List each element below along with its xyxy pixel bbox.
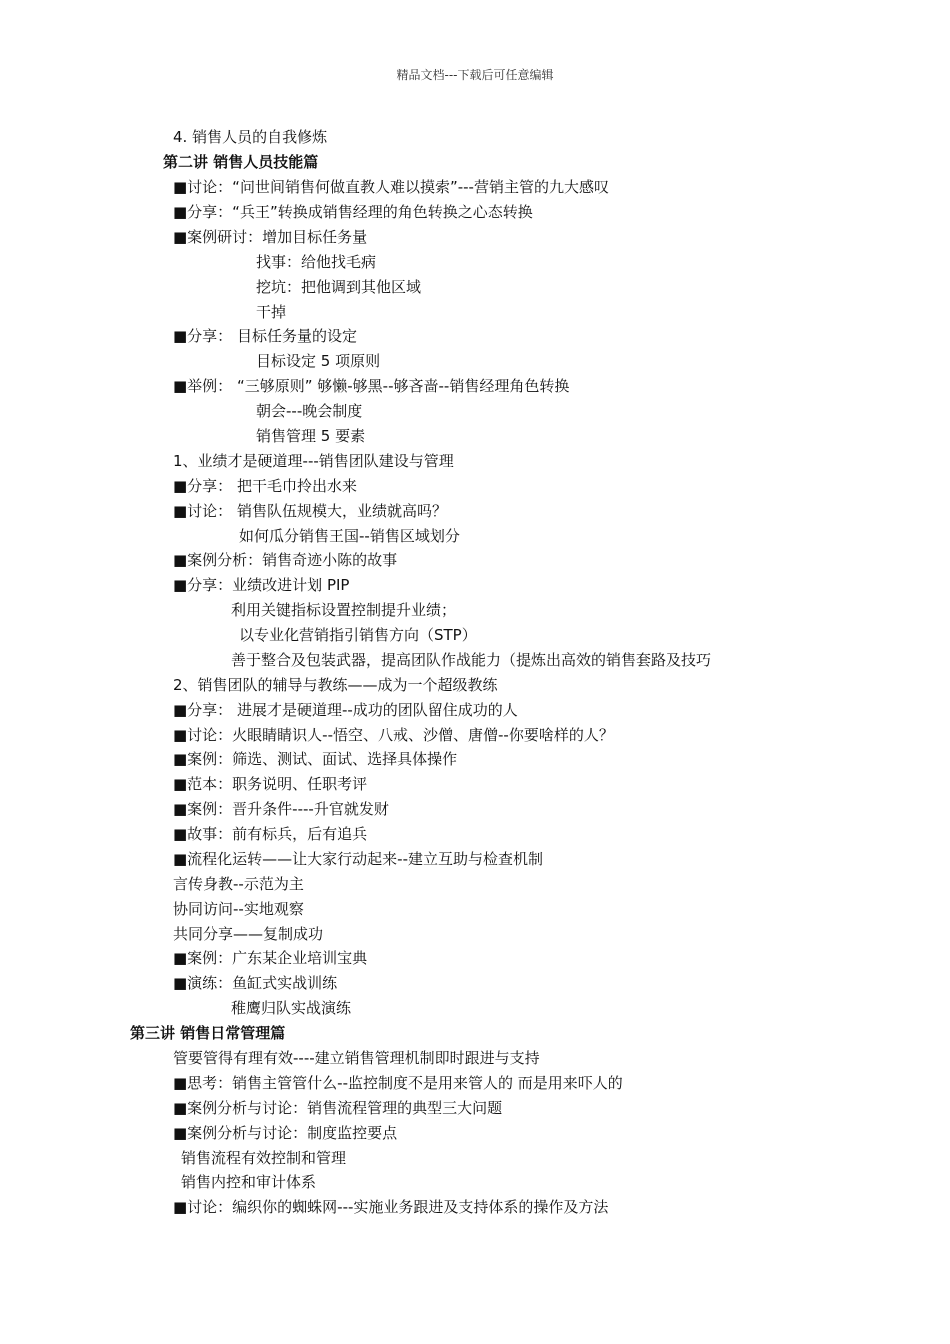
text-line: ■分享：“兵王”转换成销售经理的角色转换之心态转换 (173, 203, 533, 221)
text-line: ■案例分析：销售奇迹小陈的故事 (173, 551, 398, 569)
text-line: ■举例： “三够原则” 够懒-够黑--够吝啬--销售经理角色转换 (173, 377, 570, 395)
text-line: 言传身教--示范为主 (173, 875, 304, 893)
text-line: ■演练：鱼缸式实战训练 (173, 974, 338, 992)
text-line: ■思考：销售主管管什么--监控制度不是用来管人的 而是用来吓人的 (173, 1074, 623, 1092)
text-line: ■案例分析与讨论：销售流程管理的典型三大问题 (173, 1099, 503, 1117)
text-line: ■案例分析与讨论：制度监控要点 (173, 1124, 398, 1142)
text-line: 干掉 (256, 303, 287, 321)
text-line: 如何瓜分销售王国--销售区域划分 (239, 527, 460, 545)
page-header: 精品文档---下载后可任意编辑 (396, 68, 554, 82)
text-line: 4. 销售人员的自我修炼 (173, 128, 328, 146)
text-line: ■分享：业绩改进计划 PIP (173, 576, 350, 594)
text-line: 协同访问--实地观察 (173, 900, 304, 918)
text-line: 2、销售团队的辅导与教练——成为一个超级教练 (173, 676, 498, 694)
text-line: 目标设定 5 项原则 (256, 352, 381, 370)
text-line: 朝会---晚会制度 (256, 402, 363, 420)
text-line: ■流程化运转——让大家行动起来--建立互助与检查机制 (173, 850, 543, 868)
text-line: ■故事：前有标兵，后有追兵 (173, 825, 368, 843)
section-heading: 第三讲 销售日常管理篇 (130, 1024, 286, 1042)
text-line: 销售管理 5 要素 (256, 427, 366, 445)
text-line: 共同分享——复制成功 (173, 925, 324, 943)
text-line: 销售内控和审计体系 (181, 1173, 317, 1191)
text-line: ■讨论：“问世间销售何做直教人难以摸索”---营销主管的九大感叹 (173, 178, 609, 196)
text-line: ■讨论：火眼睛睛识人--悟空、八戒、沙僧、唐僧--你要啥样的人？ (173, 726, 614, 744)
text-line: ■案例：晋升条件----升官就发财 (173, 800, 389, 818)
text-line: 找事：给他找毛病 (256, 253, 377, 271)
text-line: ■范本：职务说明、任职考评 (173, 775, 368, 793)
section-heading: 第二讲 销售人员技能篇 (163, 153, 319, 171)
text-line: 稚鹰归队实战演练 (231, 999, 352, 1017)
text-line: 利用关键指标设置控制提升业绩； (231, 601, 457, 619)
text-line: ■讨论： 销售队伍规模大，业绩就高吗？ (173, 502, 447, 520)
text-line: 1、业绩才是硬道理---销售团队建设与管理 (173, 452, 454, 470)
text-line: ■分享： 进展才是硬道理--成功的团队留住成功的人 (173, 701, 518, 719)
text-line: 销售流程有效控制和管理 (181, 1149, 347, 1167)
text-line: 善于整合及包装武器，提高团队作战能力（提炼出高效的销售套路及技巧 (231, 651, 712, 669)
text-line: ■讨论：编织你的蜘蛛网---实施业务跟进及支持体系的操作及方法 (173, 1198, 609, 1216)
text-line: 以专业化营销指引销售方向（STP） (239, 626, 477, 644)
text-line: 管要管得有理有效----建立销售管理机制即时跟进与支持 (173, 1049, 540, 1067)
text-line: 挖坑：把他调到其他区域 (256, 278, 422, 296)
text-line: ■案例：筛选、测试、面试、选择具体操作 (173, 750, 458, 768)
text-line: ■分享： 目标任务量的设定 (173, 327, 357, 345)
text-line: ■案例研讨：增加目标任务量 (173, 228, 368, 246)
text-line: ■案例：广东某企业培训宝典 (173, 949, 368, 967)
text-line: ■分享： 把干毛巾拎出水来 (173, 477, 357, 495)
